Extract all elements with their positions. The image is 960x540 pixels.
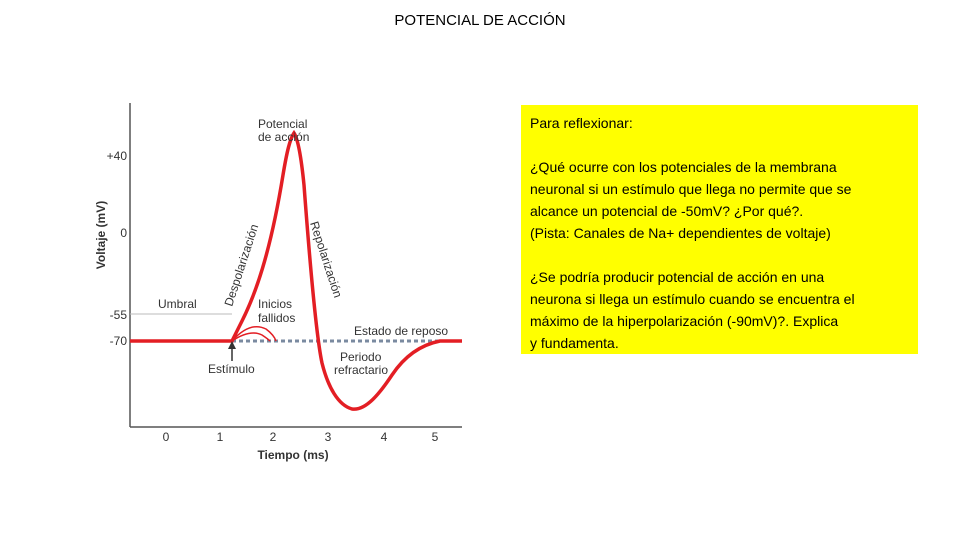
x-tick-label: 5 xyxy=(431,430,439,444)
resting-state-label: Estado de reposo xyxy=(354,324,449,338)
slide-title: POTENCIAL DE ACCIÓN xyxy=(394,12,566,29)
note-line: y fundamenta. xyxy=(530,335,619,351)
x-tick-label: 1 xyxy=(216,430,224,444)
y-tick-label: -55 xyxy=(109,308,127,322)
x-tick-label: 4 xyxy=(380,430,388,444)
action-potential-diagram xyxy=(90,95,470,470)
stimulus-label: Estímulo xyxy=(208,362,255,376)
failed-initiations-label: Inicios xyxy=(258,297,293,311)
failed-initiation-curve xyxy=(232,333,270,341)
x-tick-label: 2 xyxy=(269,430,277,444)
note-question-1 xyxy=(530,156,909,244)
note-line: (Pista: Canales de Na+ dependientes de voltaje) xyxy=(530,225,831,241)
x-tick-label: 3 xyxy=(324,430,332,444)
note-line: alcance un potencial de -50mV? ¿Por qué?. xyxy=(530,203,804,219)
note-line: ¿Qué ocurre con los potenciales de la membrana xyxy=(530,159,837,175)
note-line: neurona si llega un estímulo cuando se encuentra el xyxy=(530,291,855,307)
repolarization-label: Repolarización xyxy=(307,219,345,300)
note-line: ¿Se podría producir potencial de acción en una xyxy=(530,269,825,285)
threshold-label: Umbral xyxy=(158,297,197,311)
note-question-2 xyxy=(530,266,909,354)
note-line: máximo de la hiperpolarización (-90mV)?. Explica xyxy=(530,313,839,329)
x-tick-label: 0 xyxy=(162,430,170,444)
x-axis-label: Tiempo (ms) xyxy=(257,448,329,462)
y-tick-label: -70 xyxy=(109,334,127,348)
y-axis-label: Voltaje (mV) xyxy=(94,200,108,270)
peak-label: Potencial xyxy=(258,117,308,131)
reflection-note-box xyxy=(521,105,918,354)
peak-label: de acción xyxy=(258,130,310,144)
action-potential-trace xyxy=(130,133,462,409)
depolarization-label: Despolarización xyxy=(221,222,262,308)
note-heading: Para reflexionar: xyxy=(530,115,633,131)
y-tick-label: 0 xyxy=(120,226,127,240)
refractory-label: refractario xyxy=(334,363,389,377)
failed-initiations-label: fallidos xyxy=(258,311,296,325)
y-tick-label: +40 xyxy=(106,149,127,163)
refractory-label: Periodo xyxy=(340,350,382,364)
note-line: neuronal si un estímulo que llega no permite que se xyxy=(530,181,852,197)
